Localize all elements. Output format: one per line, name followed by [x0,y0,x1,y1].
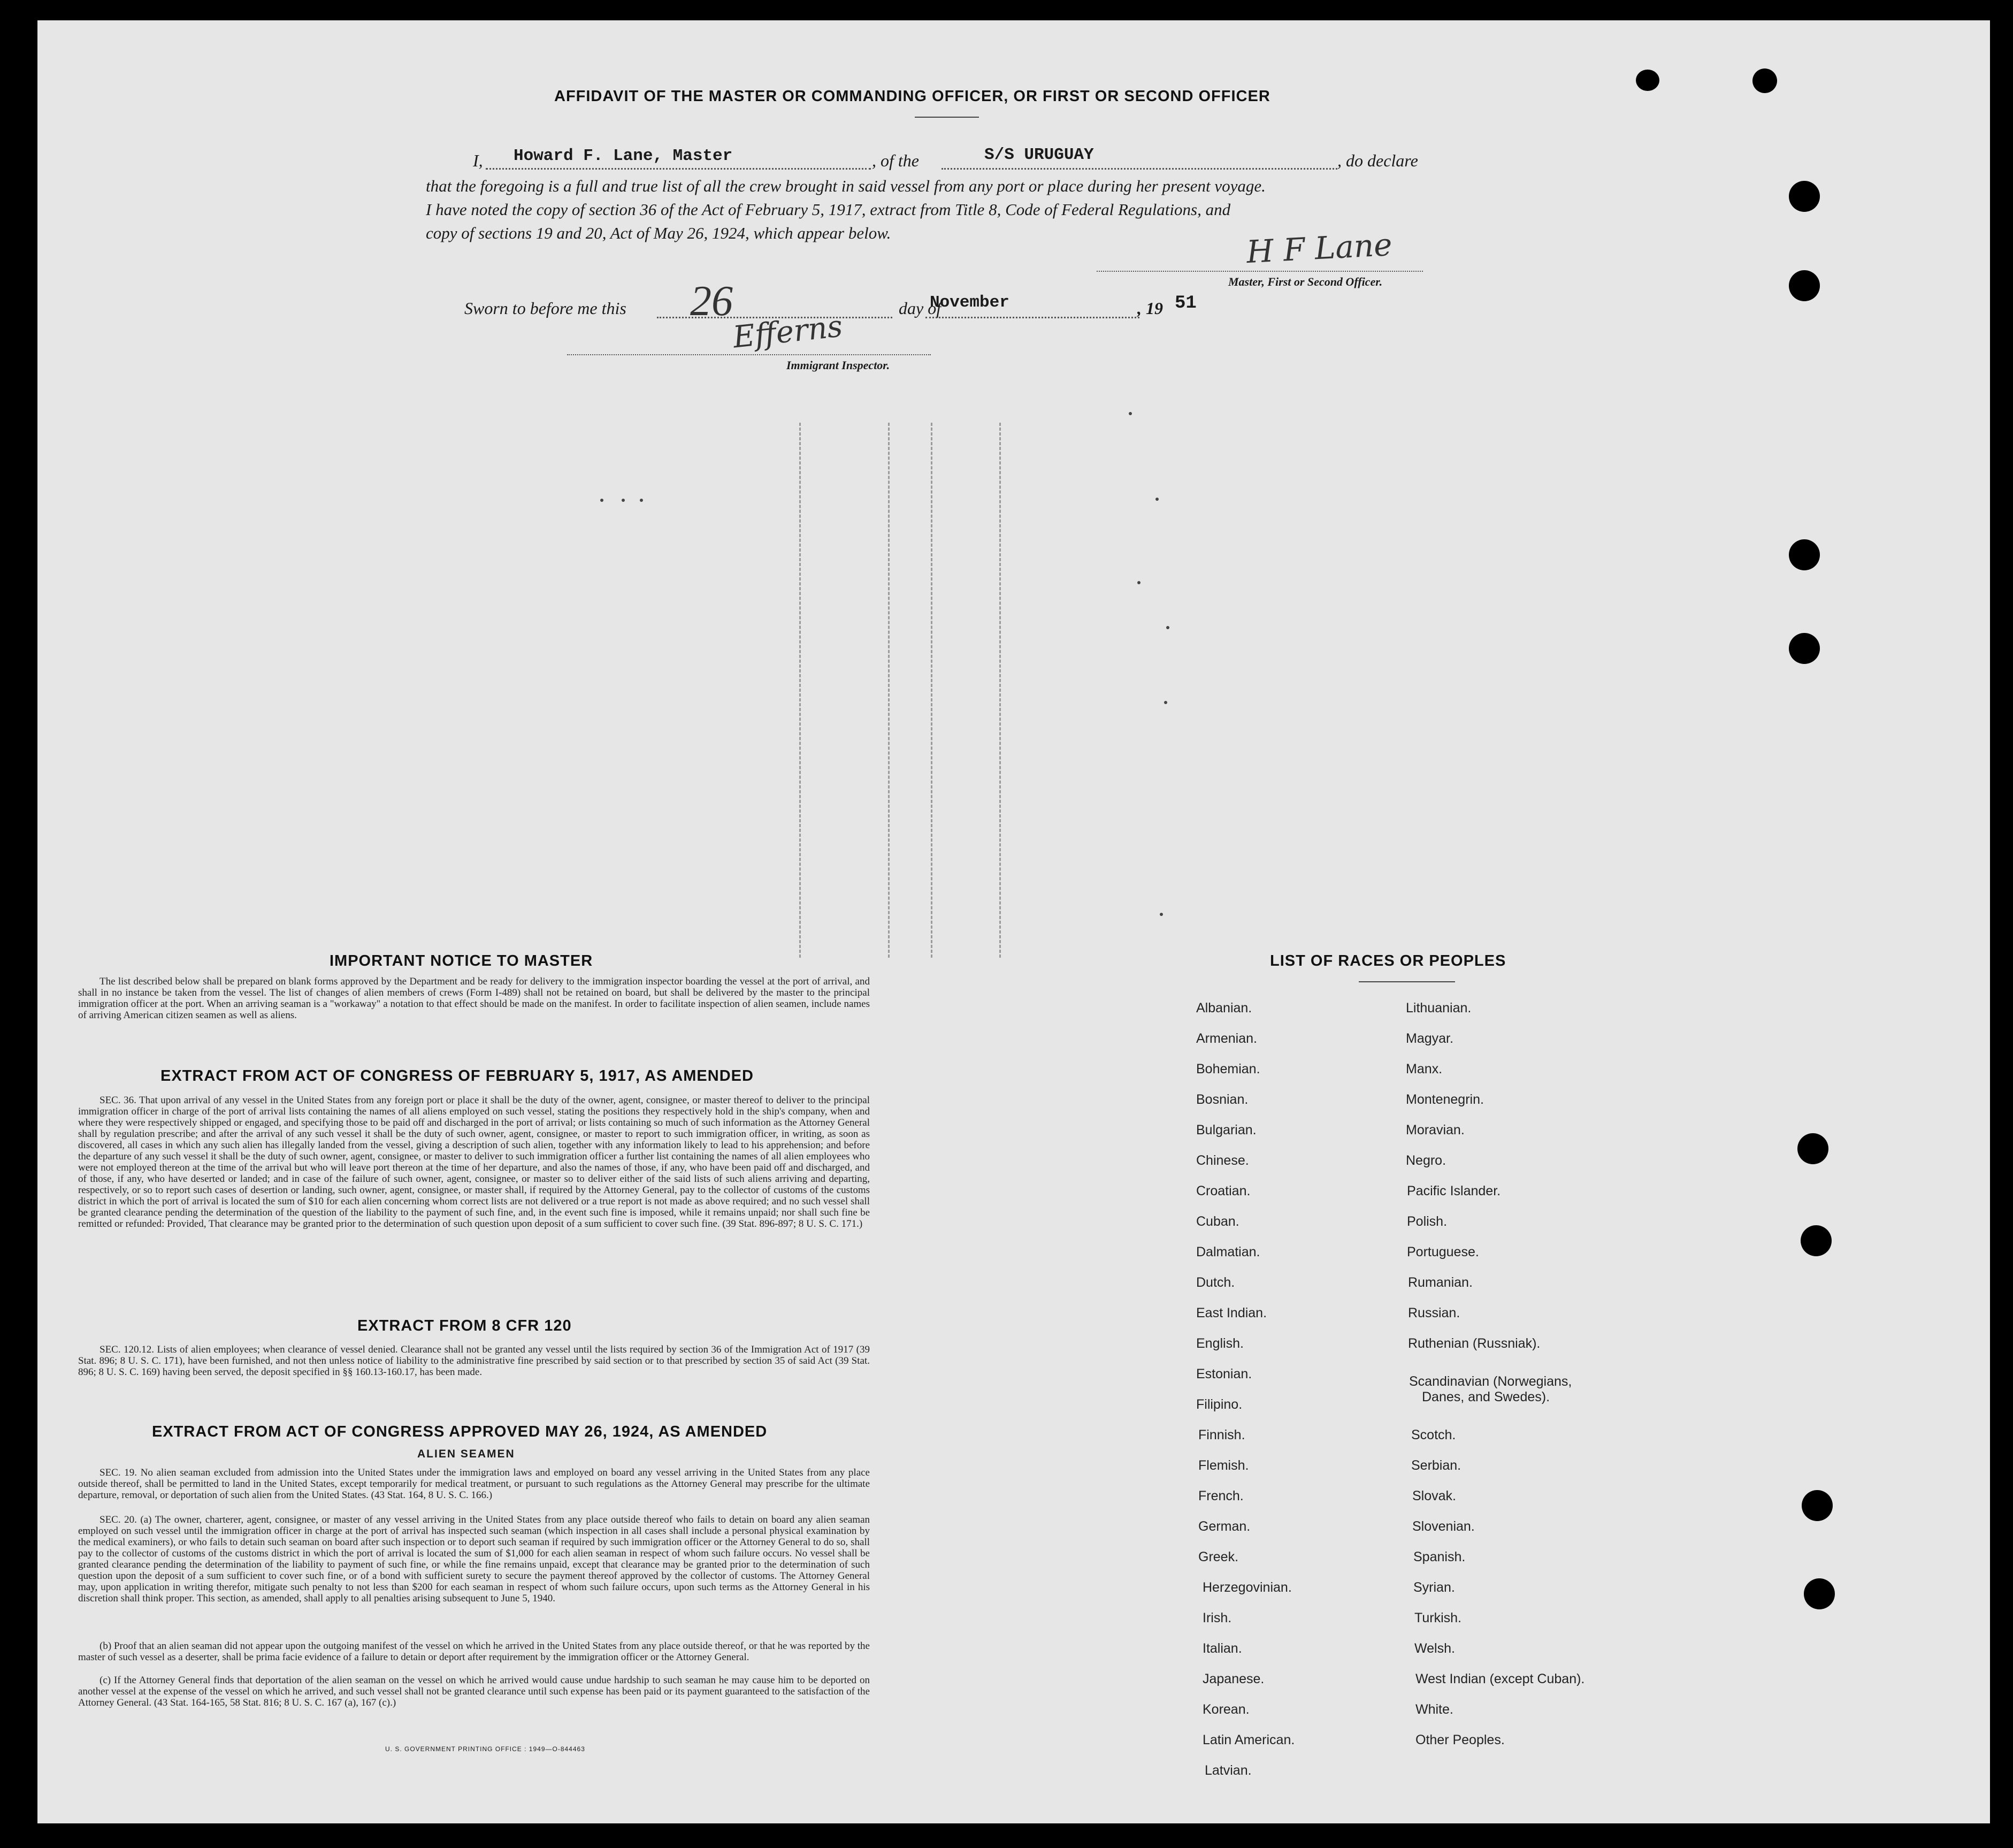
stray-mark [1155,498,1159,501]
race-item: Slovenian. [1412,1519,1475,1534]
extract-1924-sec19: SEC. 19. No alien seaman excluded from admission into the United States under the immigration laws and employed on board any vessel arriving in the United States from any place outside thereof, shall be permitted to land in the United States, except temporarily for medical treatment, or pursuant to such regulations as the Attorney General may prescribe for the ultimate departure, removal, or deportation of such alien from the United States. (43 Stat. 164, 8 U. S. C. 166.) [78,1467,870,1501]
race-item: Scandinavian (Norwegians, [1409,1374,1572,1389]
race-item: Moravian. [1406,1122,1465,1137]
title-underline [915,117,979,118]
race-item: Pacific Islander. [1407,1183,1501,1198]
extract-1924-sec20a: SEC. 20. (a) The owner, charterer, agent, consignee, or master of any vessel arriving in the United States from any place outside thereof who fails to detain on board any alien seaman employed on such vessel until the immigration officer in charge at the port of arrival has inspected such seaman (which inspection in all cases shall include a personal physical examination by the medical examiners), or who fails to detain such seaman on board after such inspection or to deport such seaman if required by such immigration officer or the Attorney General to do so, shall pay to the collector of customs of the customs district in which the port of arrival is located the sum of $1,000 for each alien seaman in respect of whom such failure occurs. No vessel shall be granted clearance pending the determination of the liability to payment of such fine, or while the fine remains unpaid, except that clearance may be granted prior to the determination of such question upon the deposit of a sum sufficient to cover such fine, or of a bond with sufficient surety to secure the payment thereof approved by the collector of customs. The Attorney General may, upon application in writing therefor, mitigate such penalty to not less than $200 for each seaman in respect of whom such failure occurs, upon such terms as the Attorney General in his discretion shall think proper. This section, as amended, shall apply to all penalties arising subsequent to June 5, 1940. [78,1514,870,1604]
punch-hole [1797,1133,1828,1164]
affidavit-title: AFFIDAVIT OF THE MASTER OR COMMANDING OFFICER, OR FIRST OR SECOND OFFICER [554,88,1270,105]
master-name: Howard F. Lane, Master [514,147,733,165]
extract-8cfr-body: SEC. 120.12. Lists of alien employees; when clearance of vessel denied. Clearance shall not be granted any vessel until the lists required by section 36 of the Immigration Act of 1917 (39 Stat. 896; 8 U. S. C. 171), have been furnished, and not then unless notice of liability to the administrative fine prescribed by said section or to that prescribed by section 35 of said Act (39 Stat. 896; 8 U. S. C. 169) having been served, the deposit specified in §§ 160.13-160.17, has been made. [78,1344,870,1378]
race-item: Bosnian. [1196,1092,1249,1107]
race-item: French. [1198,1488,1244,1503]
inspector-caption: Immigrant Inspector. [786,358,890,372]
column-line [999,423,1001,958]
punch-hole [1789,539,1820,570]
punch-hole [1804,1578,1835,1609]
punch-hole [1636,70,1659,91]
race-item: Rumanian. [1408,1275,1473,1290]
stray-mark [1166,626,1169,629]
stray-mark [600,499,603,502]
race-item: Latvian. [1205,1763,1252,1778]
races-title: LIST OF RACES OR PEOPLES [1270,952,1506,969]
do-declare-label: , do declare [1337,151,1418,170]
stray-mark [1129,412,1132,415]
race-item: Negro. [1406,1153,1446,1168]
column-line [931,423,932,958]
race-item: Armenian. [1196,1031,1257,1046]
race-item: Montenegrin. [1406,1092,1484,1107]
punch-hole [1789,181,1820,212]
race-item: Russian. [1408,1305,1460,1320]
column-line [799,423,801,958]
sworn-day: 26 [690,278,733,325]
race-item: Cuban. [1196,1214,1239,1229]
declaration-line-3: I have noted the copy of section 36 of the Act of February 5, 1917, extract from Title 8, Code of Federal Regulations, and [426,200,1231,219]
race-item: Magyar. [1406,1031,1453,1046]
master-signature-caption: Master, First or Second Officer. [1228,275,1383,288]
stray-mark [1160,913,1163,916]
race-item: Scotch. [1411,1427,1456,1442]
vessel-line [942,168,1337,170]
race-item: Other Peoples. [1415,1732,1505,1747]
race-item: Lithuanian. [1406,1001,1472,1015]
inspector-signature-line [567,354,931,355]
printer-imprint: U. S. GOVERNMENT PRINTING OFFICE : 1949—O-844463 [385,1745,585,1753]
race-item: Korean. [1203,1702,1250,1717]
stray-mark [1137,581,1141,584]
sworn-label: Sworn to before me this [464,299,626,318]
punch-hole [1801,1225,1832,1256]
punch-hole [1752,68,1777,93]
year-prefix: , 19 [1137,299,1163,318]
vessel-name: S/S URUGUAY [984,146,1094,164]
inspector-signature: Efferns [731,309,845,355]
race-item: Portuguese. [1407,1244,1479,1259]
extract-8cfr-title: EXTRACT FROM 8 CFR 120 [357,1317,572,1334]
master-signature: H F Lane [1245,226,1394,271]
race-item: Turkish. [1414,1610,1461,1625]
race-item: Dutch. [1196,1275,1235,1290]
race-item: Spanish. [1413,1549,1466,1564]
stray-mark [622,499,625,502]
race-item: White. [1415,1702,1453,1717]
master-signature-line [1097,271,1423,272]
race-item: West Indian (except Cuban). [1415,1671,1585,1686]
notice-title: IMPORTANT NOTICE TO MASTER [330,952,593,969]
punch-hole [1802,1490,1833,1521]
race-item: Chinese. [1196,1153,1249,1168]
race-item: Filipino. [1196,1397,1243,1412]
punch-hole [1789,633,1820,664]
race-item: Italian. [1203,1641,1242,1656]
race-item: Serbian. [1411,1458,1461,1473]
race-item: Manx. [1406,1062,1443,1076]
extract-1917-body: SEC. 36. That upon arrival of any vessel in the United States from any foreign port or place it shall be the duty of the owner, agent, consignee, or master thereof to deliver to the principal immigration officer in charge of the port of arrival lists containing the names of all aliens employed on such vessel, stating the positions they respectively hold in the ship's company, when and where they were respectively shipped or engaged, and specifying those to be paid off and discharged in the port of arrival; or lists containing so much of such information as the Attorney General shall by regulation prescribe; and after the arrival of any such vessel it shall be the duty of such owner, agent, consignee, or master to report to such immigration officer, in writing, as soon as discovered, all cases in which any such alien has illegally landed from the vessel, giving a description of such alien, together with any information likely to lead to his apprehension; and before the departure of any such vessel it shall be the duty of such owner, agent, consignee, or master to deliver to such immigration officer a further list containing the names of all alien employees who were not employed thereon at the time of the arrival but who will leave port thereon at the time of her departure, and also the names of those, if any, who have been paid off and discharged, and of those, if any, who have deserted or landed; and in case of the failure of such owner, agent, consignee, or master so to deliver either of the said lists of such aliens arriving and departing, respectively, or so to report such cases of desertion or landing, such owner, agent, consignee, or master shall, if required by the Attorney General, pay to the collector of customs of the customs district in which the port of arrival is located the sum of $10 for each alien concerning whom correct lists are not delivered or a true report is not made as above required; and no such vessel shall be granted clearance pending the determination of the question of the liability to the payment of such fine, and, in the event such fine is imposed, while it remains unpaid; nor shall such fine be remitted or refunded: Provided, That clearance may be granted prior to the determination of such question upon deposit of a sum sufficient to cover such fine. (39 Stat. 896-897; 8 U. S. C. 171.) [78,1095,870,1230]
race-item: Japanese. [1203,1671,1265,1686]
race-item: Welsh. [1414,1641,1455,1656]
declaration-line-4: copy of sections 19 and 20, Act of May 26, 1924, which appear below. [426,224,891,242]
race-item: Croatian. [1196,1183,1251,1198]
race-item: Bohemian. [1196,1062,1260,1076]
race-item: Herzegovinian. [1203,1580,1292,1595]
race-item: Danes, and Swedes). [1422,1389,1550,1404]
race-item: German. [1198,1519,1251,1534]
i-label: I, [473,151,483,170]
sworn-month-line [925,317,1139,318]
race-item: Finnish. [1198,1427,1245,1442]
race-item: Estonian. [1196,1366,1252,1381]
race-item: Syrian. [1413,1580,1455,1595]
races-title-underline [1359,981,1455,982]
race-item: Bulgarian. [1196,1122,1257,1137]
race-item: Dalmatian. [1196,1244,1260,1259]
sworn-month: November [930,293,1009,312]
day-of-label: day of [899,299,942,318]
stray-mark [640,499,643,502]
race-item: Polish. [1407,1214,1448,1229]
extract-1924-sec20b: (b) Proof that an alien seaman did not appear upon the outgoing manifest of the vessel on which he arrived in the United States from any place outside thereof, or that he was reported by the master of such vessel as a deserter, shall be prima facie evidence of a failure to detain or deport after requirement by the immigration officer or the Attorney General. [78,1640,870,1663]
race-item: Slovak. [1412,1488,1456,1503]
race-item: East Indian. [1196,1305,1267,1320]
declaration-line-2: that the foregoing is a full and true list of all the crew brought in said vessel from any port or place during her present voyage. [426,177,1266,195]
column-line [888,423,890,958]
punch-hole [1789,270,1820,301]
race-item: Ruthenian (Russniak). [1408,1336,1541,1351]
race-item: Flemish. [1198,1458,1249,1473]
race-item: English. [1196,1336,1244,1351]
sworn-year: 51 [1175,293,1197,314]
extract-1924-title: EXTRACT FROM ACT OF CONGRESS APPROVED MAY 26, 1924, AS AMENDED [152,1423,768,1440]
race-item: Latin American. [1203,1732,1295,1747]
of-the-label: , of the [872,151,919,170]
extract-1917-title: EXTRACT FROM ACT OF CONGRESS OF FEBRUARY 5, 1917, AS AMENDED [160,1067,754,1085]
extract-1924-sec20c: (c) If the Attorney General finds that deportation of the alien seaman on the vessel on which he arrived would cause undue hardship to such seaman he may cause him to be deported on another vessel at the expense of the vessel on which he arrived, and such vessel shall not be granted clearance until such expense has been paid or its payment guaranteed to the satisfaction of the Attorney General. (43 Stat. 164-165, 58 Stat. 816; 8 U. S. C. 167 (a), 167 (c).) [78,1675,870,1708]
race-item: Greek. [1198,1549,1239,1564]
extract-1924-subtitle: ALIEN SEAMEN [417,1448,515,1460]
race-item: Irish. [1203,1610,1232,1625]
notice-body: The list described below shall be prepared on blank forms approved by the Department and be ready for delivery to the immigration inspector boarding the vessel at the port of arrival, and shall in no instance be taken from the vessel. The list of changes of alien members of crews (Form I-489) shall not be retained on board, but shall be delivered by the master to the principal immigration officer at the port. When an arriving seaman is a "workaway" a notation to that effect should be made on the manifest. In order to facilitate inspection of alien seamen, include names of arriving American citizen seamen as well as aliens. [78,976,870,1021]
master-name-line [486,168,871,170]
race-item: Albanian. [1196,1001,1252,1015]
stray-mark [1164,701,1167,704]
